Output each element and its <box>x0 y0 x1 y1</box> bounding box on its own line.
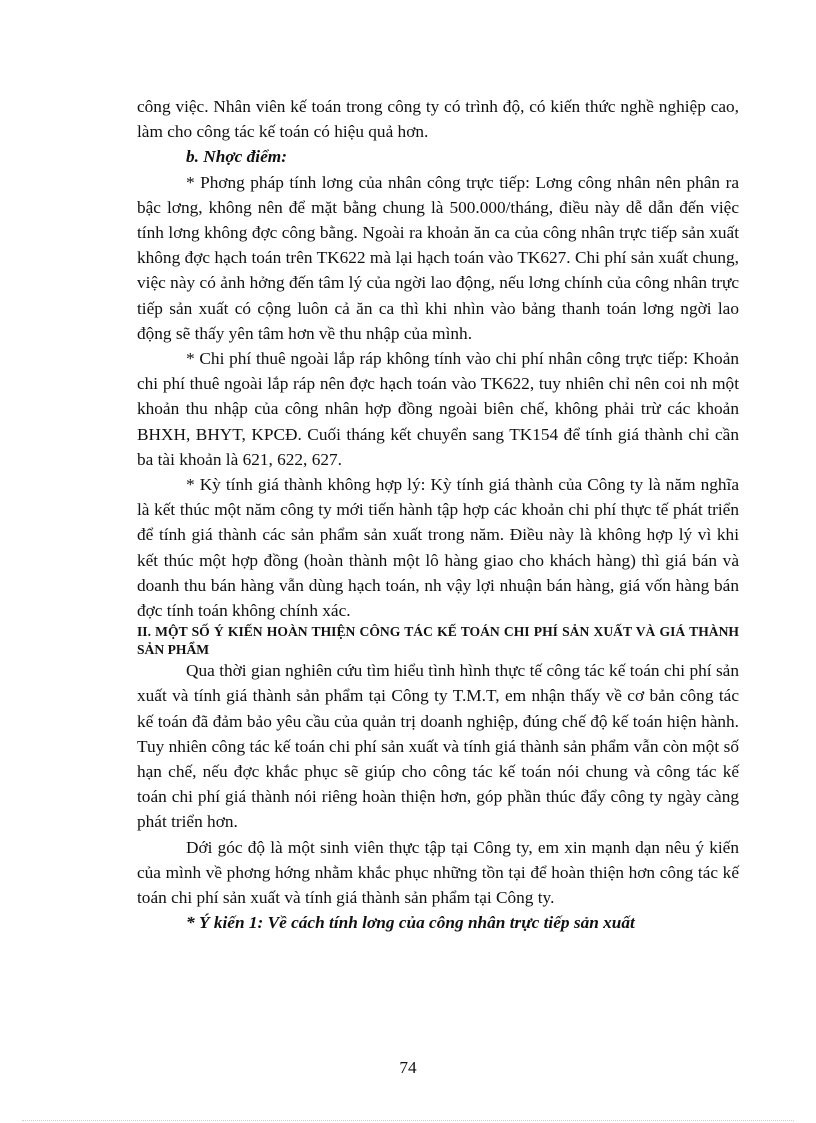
paragraph-wage-method: * Phơng pháp tính lơng của nhân công trực tiếp: Lơng công nhân nên phân ra bậc lơng, không nên để mặt bằng chung là 500.000/tháng, điều này dễ dẫn đến việc tính lơng không đợc công bằng. Ngoài ra khoản ăn ca của công nhân trực tiếp sản xuất không đợc hạch toán trên TK622 mà lại hạch toán vào TK627. Chi phí sản xuất chung, việc này có ảnh hởng đến tâm lý của ngời lao động, nếu lơng chính của công nhân trực tiếp sản xuất có cộng luôn cả ăn ca thì khi nhìn vào bảng thanh toán lơng ngời lao động sẽ thấy yên tâm hơn về thu nhập của mình. <box>137 172 739 343</box>
paragraph-research-summary: Qua thời gian nghiên cứu tìm hiểu tình hình thực tế công tác kế toán chi phí sản xuất và tính giá thành sản phẩm tại Công ty T.M.T, em nhận thấy về cơ bản công tác kế toán đã đảm bảo yêu cầu của quản trị doanh nghiệp, đúng chế độ kế toán hiện hành. Tuy nhiên công tác kế toán chi phí sản xuất và tính giá thành sản phẩm vẫn còn một số hạn chế, nếu đợc khắc phục sẽ giúp cho công tác kế toán nói chung và công tác kế toán chi phí giá thành nói riêng hoàn thiện hơn, góp phần thúc đẩy công ty ngày càng phát triển hơn. <box>137 661 739 832</box>
paragraph-continuation: công việc. Nhân viên kế toán trong công ty có trình độ, có kiến thức nghề nghiệp cao, làm cho công tác kế toán có hiệu quả hơn. <box>137 97 739 142</box>
paragraph-costing-period: * Kỳ tính giá thành không hợp lý: Kỳ tính giá thành của Công ty là năm nghĩa là kết thúc một năm công ty mới tiến hành tập hợp các khoản chi phí thực tế phát triển để tính giá thành các sản phẩm sản xuất trong năm. Điều này là không hợp lý vì khi kết thúc một hợp đồng (hoàn thành một lô hàng giao cho khách hàng) thì giá bán và doanh thu bán hàng vẫn dùng hạch toán, nh vậy lợi nhuận bán hàng, giá vốn hàng bán đợc tính toán không chính xác. <box>137 475 739 621</box>
subheading-opinion-1: * Ý kiến 1: Về cách tính lơng của công nhân trực tiếp sản xuất <box>186 913 635 933</box>
document-body <box>137 94 739 936</box>
subheading-disadvantages: b. Nhợc điểm: <box>186 147 287 167</box>
page-bottom-divider <box>22 1120 794 1121</box>
page-number: 74 <box>399 1058 417 1077</box>
paragraph-outsourced-assembly: * Chi phí thuê ngoài lắp ráp không tính vào chi phí nhân công trực tiếp: Khoản chi phí thuê ngoài lắp ráp nên đợc hạch toán vào TK622, tuy nhiên chỉ nên coi nh một khoản thu nhập của công nhân hợp đồng ngoài biên chế, không phải trừ các khoản BHXH, BHYT, KPCĐ. Cuối tháng kết chuyển sang TK154 để tính giá thành chỉ cần ba tài khoản là 621, 622, 627. <box>137 349 739 469</box>
paragraph-student-perspective: Dới góc độ là một sinh viên thực tập tại Công ty, em xin mạnh dạn nêu ý kiến của mình về phơng hớng nhằm khắc phục những tồn tại để hoàn thiện hơn công tác kế toán chi phí sản xuất và tính giá thành sản phẩm tại Công ty. <box>137 837 739 908</box>
section-heading: II. MỘT SỐ Ý KIẾN HOÀN THIỆN CÔNG TÁC KẾ TOÁN CHI PHÍ SẢN XUẤT VÀ GIÁ THÀNH SẢN PHẨM <box>137 624 739 657</box>
